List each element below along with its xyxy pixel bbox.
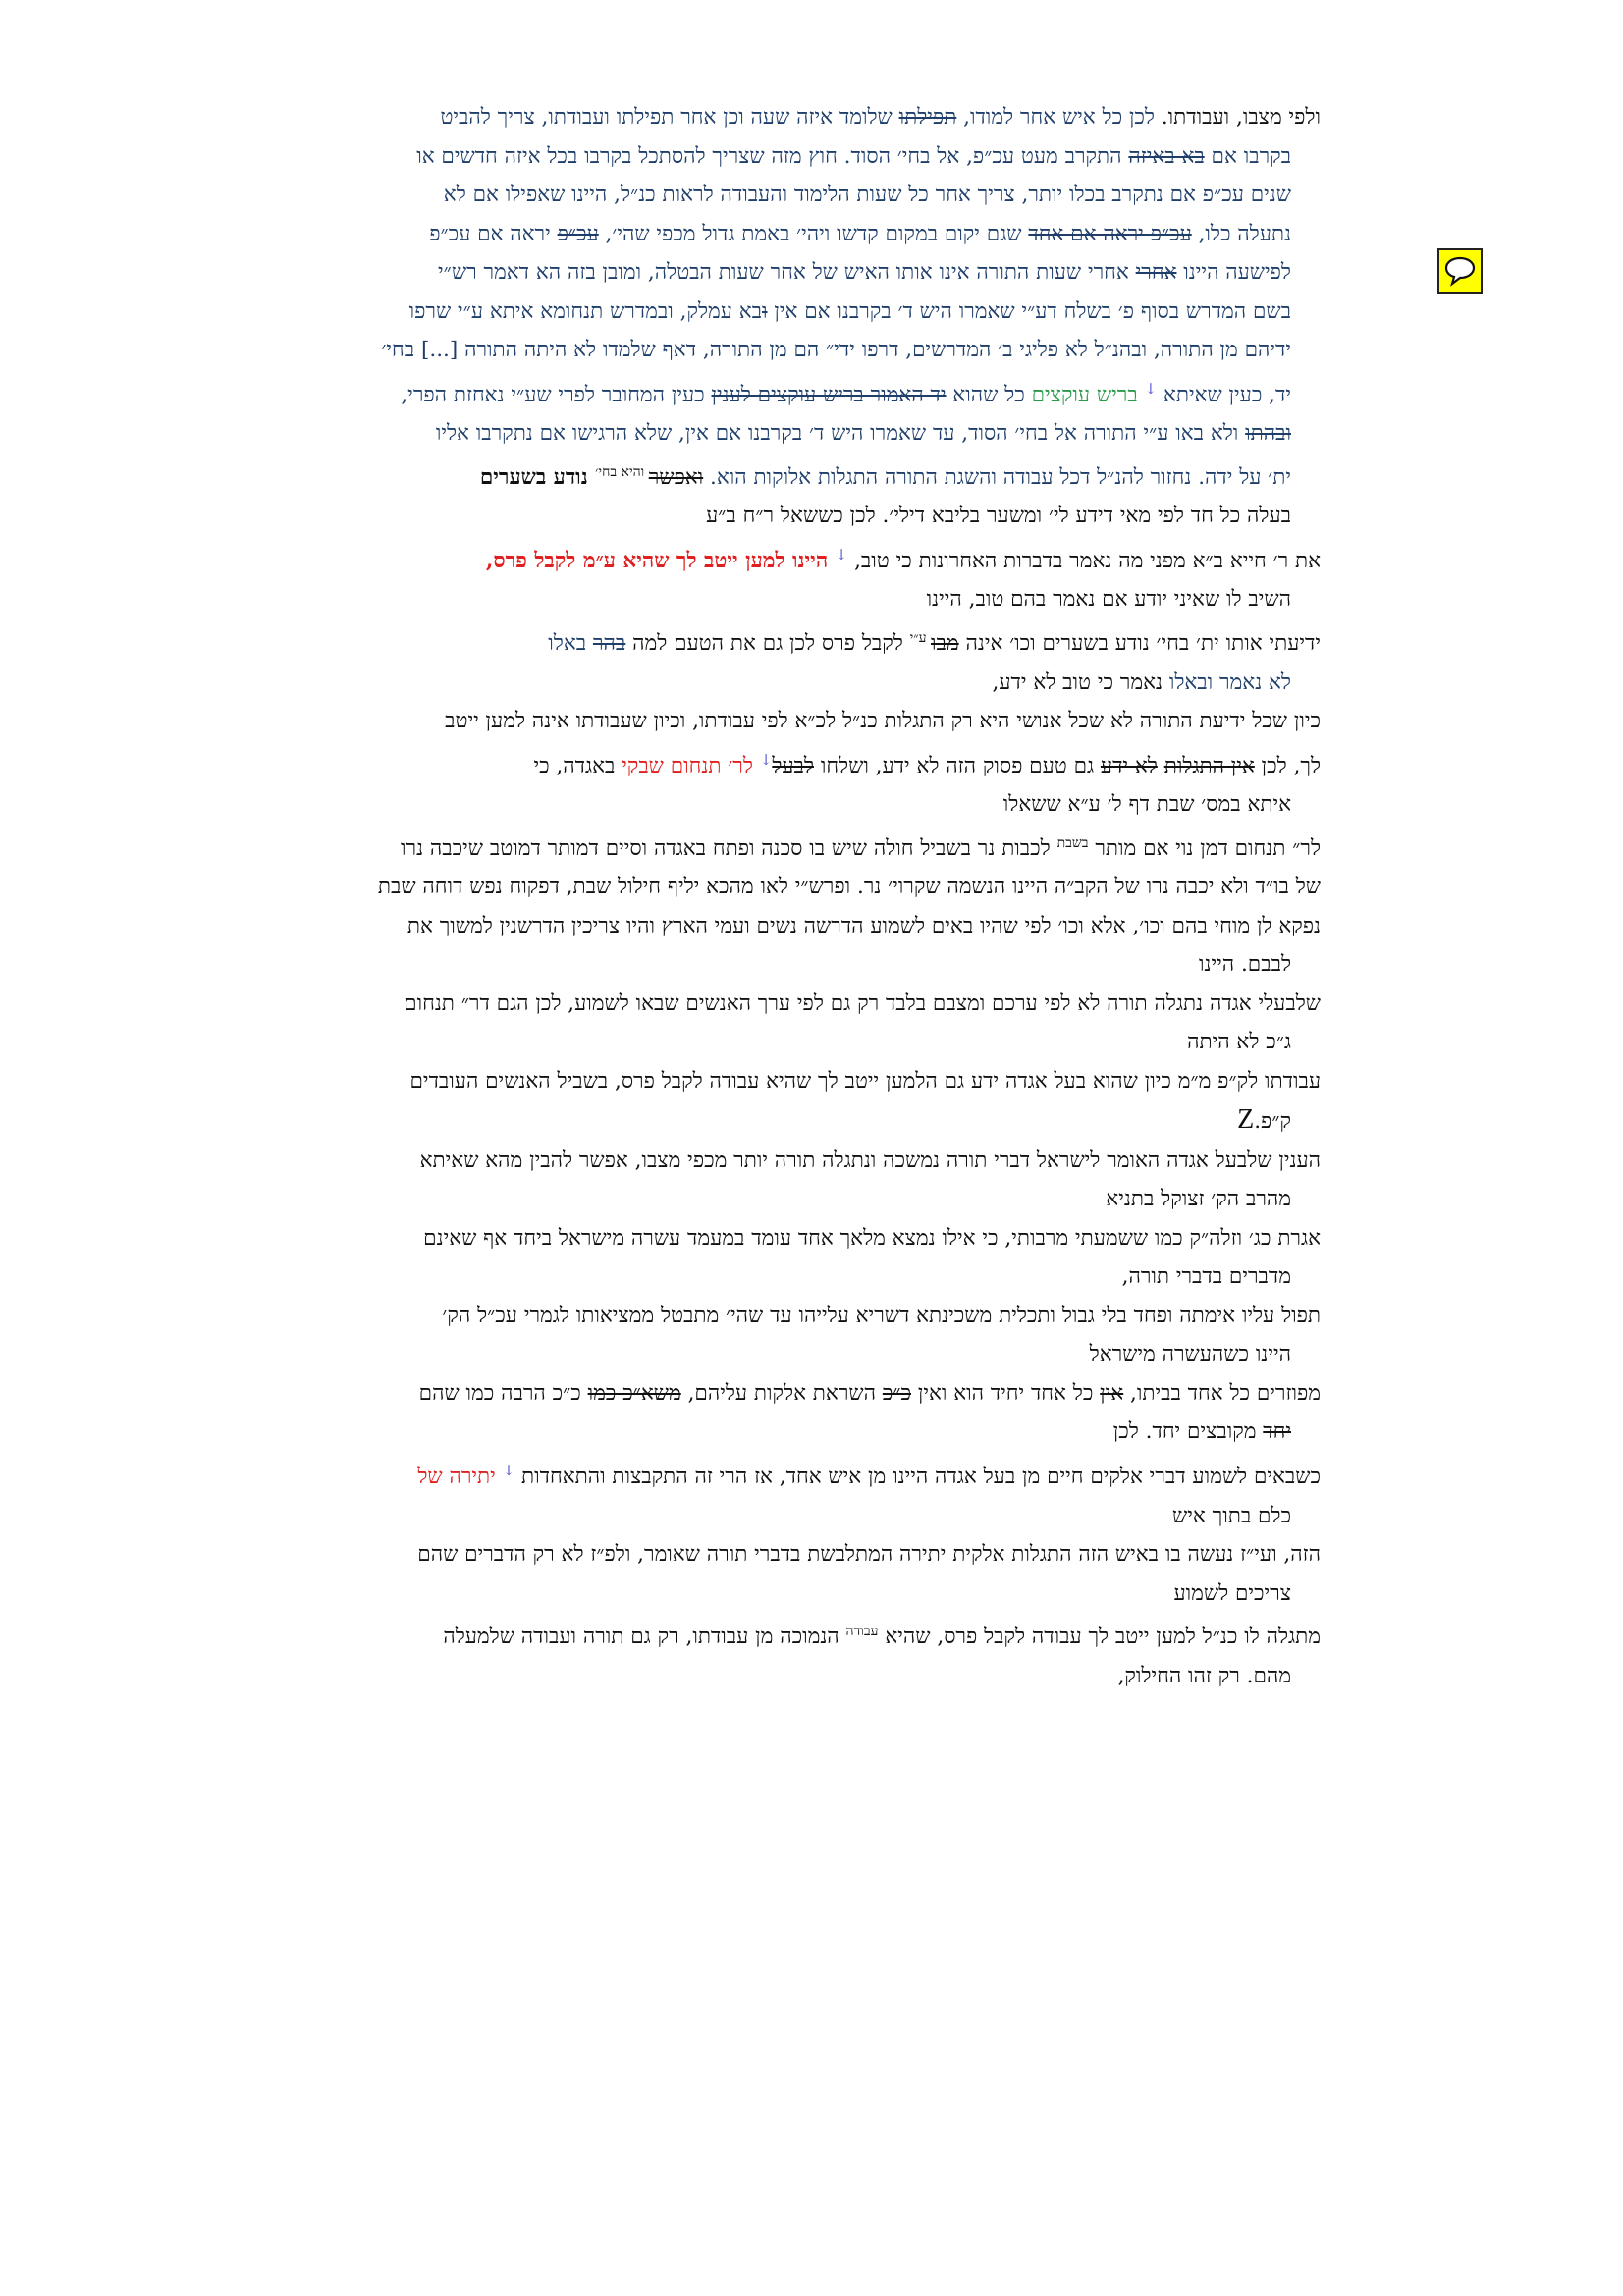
text-run: היינו למען ייטב לך שהיא ע״מ לקבל פרס,: [485, 548, 836, 573]
text-line: [319, 331, 1321, 370]
struck-text: כ״כ: [882, 1380, 911, 1406]
text-run: באגדה, כי: [533, 753, 622, 778]
text-run: בעלה כל חד לפי מאי דידע לי׳ ומשער בליבא דילי׳. לכן כששאל ר״ח ב״ע: [706, 504, 1291, 529]
text-run: אגרת כג׳ וזלה״ק כמו ששמעתי מרבותי, כי אילו נמצא מלאך אחד עומד במעמד עשרה מישראל ביחד אף שאינם: [423, 1225, 1321, 1251]
text-run: Z: [1237, 1104, 1255, 1136]
text-run: מהם. רק זהו החילוק,: [1117, 1663, 1291, 1688]
text-run: כל שהוא: [946, 382, 1032, 407]
struck-text: אין: [1100, 1380, 1124, 1406]
text-run: נתעלה כלו,: [1191, 221, 1291, 246]
struck-text: ואפשר: [648, 464, 704, 490]
text-run: צריכים לשמוע: [1173, 1580, 1291, 1606]
text-line: [319, 176, 1321, 215]
text-line: [319, 985, 1321, 1024]
text-run: נחזור להנ״ל דכל עבודה והשגת התורה התגלות אלוקות הוא.: [703, 464, 1192, 490]
text-line: [319, 1257, 1321, 1297]
text-run: לפישעה היינו: [1176, 260, 1291, 285]
struck-text: אין התגלות: [1163, 753, 1255, 778]
text-run: ק״פ.: [1254, 1109, 1291, 1135]
text-line: [319, 1219, 1321, 1258]
text-run: התקרב מעט עכ״פ, אל בחי׳ הסוד. חוץ מזה שצריך להסתכל בקרבו בכל איזה חדשים או: [416, 143, 1129, 169]
text-run: כל אחד יחיד הוא ואין: [911, 1380, 1101, 1406]
text-line: [319, 1657, 1321, 1696]
text-line: [319, 1297, 1321, 1336]
text-run: בשם המדרש בסוף פ׳ בשלח דע״י שאמרו היש ד׳ בקרבנו אם אין: [767, 298, 1291, 324]
text-line: [319, 907, 1321, 946]
struck-text: לא ידע: [1100, 753, 1158, 778]
struck-text: בהר: [592, 631, 626, 657]
text-line: [319, 1497, 1321, 1536]
text-run: שגם יקום במקום קדשו ויהי׳ באמת גדול מכפי שהי׳,: [598, 221, 1029, 246]
text-line: [319, 1413, 1321, 1452]
text-run: בא עמלק, ובמדרש תנחומא איתא ע״י שרפו: [408, 298, 763, 324]
text-run: גם טעם פסוק הזה לא ידע, ושלחו: [813, 753, 1101, 778]
insert-arrow-icon: ↓: [835, 545, 848, 563]
struck-text: עכ״פ יראה אם אחד: [1028, 221, 1192, 246]
text-run: ולא באו ע״י התורה אל בחי׳ הסוד, עד שאמרו היש ד׳ בקרבנו אם אין, שלא הרגישו אם נתקרבו אליו: [435, 421, 1246, 447]
text-run: לר׳: [721, 753, 760, 778]
text-run: שלומד איזה שעה וכן אחר תפילתו ועבודתו, צריך להביט: [440, 105, 899, 130]
text-run: תפול עליו אימתה ופחד בלי גבול ותכלית משכינתא דשריא עלייהו עד שהי׳ מתבטל ממציאותו לגמרי עכ״ל הק׳: [442, 1303, 1321, 1328]
text-line: [319, 741, 1321, 786]
text-line: [319, 1452, 1321, 1497]
text-run: ידיעתי אותו ית׳ בחי׳ נודע בשערים וכו׳ אינה: [958, 631, 1321, 657]
text-run: תנחום שבקי: [622, 753, 722, 778]
struck-text: לבעל: [772, 753, 814, 778]
text-line: [319, 702, 1321, 741]
text-run: לך, לכן: [1254, 753, 1321, 778]
text-line: [319, 785, 1321, 825]
text-run: כלם בתוך איש: [1172, 1503, 1291, 1528]
comment-icon[interactable]: [1437, 248, 1483, 294]
text-run: מפוזרים כל אחד בביתו,: [1123, 1380, 1321, 1406]
text-line: [319, 1613, 1321, 1657]
text-line: [319, 1100, 1321, 1142]
struck-text: אחרי: [1135, 260, 1177, 285]
insert-arrow-icon: ↓: [502, 1461, 515, 1479]
text-line: [319, 454, 1321, 498]
text-line: [319, 1142, 1321, 1181]
text-line: [319, 945, 1321, 985]
text-run: השיב לו שאיני יודע אם נאמר בהם טוב, היינו: [926, 587, 1291, 613]
text-line: [319, 370, 1321, 415]
struck-text: משא״כ כמו: [587, 1380, 681, 1406]
text-line: [319, 497, 1321, 536]
text-run: כ״כ הרבה כמו שהם: [418, 1380, 588, 1406]
text-line: [319, 825, 1321, 869]
text-run: איתא במס׳ שבת דף ל׳ ע״א ששאלו: [1002, 792, 1291, 818]
text-line: [319, 1535, 1321, 1575]
text-line: [319, 253, 1321, 293]
text-run: עבודתו לק״פ מ״מ כיון שהוא בעל אגדה ידע גם הלמען ייטב לך שהיא עבודה לקבל פרס, בשביל האנשים העובדים: [409, 1068, 1321, 1094]
text-run: ידיהם מן התורה, ובהנ״ל לא פליגי ב׳ המדרשים, דרפו ידי״ הם מן התורה, דאף שלמדו לא היתה התורה: [458, 338, 1291, 362]
text-run: הזה, ועי״ז נעשה בו באיש הזה התגלות אלקית יתירה המתלבשת בדברי תורה שאומר, ולפ״ז לא רק הדברים שהם: [417, 1542, 1321, 1568]
inserted-superscript: עבודה: [845, 1624, 879, 1640]
text-line: [319, 1374, 1321, 1414]
text-line: [319, 293, 1321, 332]
text-line: [319, 1575, 1321, 1614]
text-run: שלבעלי אגדה נתגלה תורה לא לפי ערכם ומצבם בלבד רק גם לפי ערך האנשים שבאו לשמוע, לכן הגם דר״ תנחום: [404, 990, 1321, 1016]
struck-text: בא באיזה: [1128, 143, 1205, 169]
speech-bubble-icon: [1443, 255, 1477, 287]
inserted-superscript: והיא בחי׳: [595, 463, 649, 480]
text-line: [319, 1062, 1321, 1101]
text-run: נפקא לן מוחי בהם וכו׳, אלא וכו׳ לפי שהיו באים לשמוע הדרשה נשים ועמי הארץ והיו צריכין הדרשנין למשוך את: [406, 913, 1321, 938]
text-run: מקובצים יחד. לכן: [1112, 1419, 1264, 1445]
text-run: את ר׳ חייא ב״א מפני מה נאמר בדברות האחרונות כי טוב,: [847, 548, 1321, 573]
text-line: [319, 619, 1321, 664]
text-run: [...] בחי׳: [381, 338, 459, 362]
text-run: ולפי מצבו, ועבודתו.: [1155, 105, 1321, 130]
text-line: [319, 137, 1321, 177]
text-line: [319, 664, 1321, 703]
text-run: אחרי שעות התורה אינו אותו האיש של אחר שעות הבטלה, ומובן בזה הא דאמר רש״י: [438, 260, 1136, 285]
text-line: [319, 868, 1321, 907]
text-line: [319, 580, 1321, 619]
text-run: הענין שלבעל אגדה האומר לישראל דברי תורה נמשכה ונתגלה תורה יותר מכפי מצבו, אפשר להבין מהא שאיתא: [419, 1148, 1321, 1173]
struck-text: ו: [762, 298, 768, 324]
text-line: [319, 98, 1321, 137]
text-run: לא נאמר ובאלו: [1168, 669, 1291, 695]
text-line: [319, 414, 1321, 454]
text-run: הנמוכה מן עבודתו, רק גם תורה ועבודה שלמעלה: [443, 1625, 846, 1650]
inserted-superscript: בשבת: [1056, 834, 1089, 851]
text-line: [319, 1180, 1321, 1219]
text-run: לבבם. היינו: [1199, 952, 1291, 978]
insert-arrow-icon: ↓: [1144, 379, 1158, 398]
text-run: של בו״ד ולא יכבה נרו של הקב״ה היינו הנשמה שקרוי׳ נר. ופרש״י לאו מהכא יליף חילול שבת, דפקוח נפש דוחה שבת: [377, 875, 1321, 900]
text-line: [319, 536, 1321, 581]
text-run: לכן כל איש אחר למודו,: [956, 105, 1155, 130]
text-run: יד, כעין שאיתא: [1157, 382, 1291, 407]
text-run: ג״כ לא היתה: [1187, 1030, 1291, 1055]
text-run: כיון שכל ידיעת התורה לא שכל אנושי היא רק התגלות כנ״ל לכ״א לפי עבודתו, וכיון שעבודתו אינה למען ייטב: [445, 709, 1321, 734]
text-line: [319, 1023, 1321, 1062]
text-run: באלו: [548, 631, 593, 657]
text-run: לכבות נר בשביל חולה שיש בו סכנה ופתח באגדה וסיים דמותר דמוטב שיכבה נרו: [401, 835, 1057, 861]
struck-text: יחד: [1263, 1419, 1291, 1445]
text-run: [1158, 754, 1164, 778]
text-run: מהרב הק׳ זצוקל בתניא: [1106, 1187, 1291, 1212]
text-run: כעין המחובר לפרי שע״י נאחזת הפרי,: [401, 382, 712, 407]
text-run: היינו כשהעשרה מישראל: [1089, 1342, 1291, 1367]
text-run: נודע בשערים: [479, 464, 596, 490]
struck-text: יד האמור בריש עוקצים לענין: [711, 382, 947, 407]
text-run: יראה אם עכ״פ: [429, 221, 558, 246]
struck-text: עכ״פ: [557, 221, 599, 246]
text-run: ית׳ על ידה.: [1191, 464, 1291, 490]
insert-arrow-icon: ↓: [759, 750, 773, 769]
text-run: לקבל פרס לכן גם את הטעם למה: [625, 631, 910, 657]
struck-text: ובהתו: [1245, 421, 1291, 447]
inserted-superscript: ע״י: [909, 629, 932, 646]
text-run: כשבאים לשמוע דברי אלקים חיים מן בעל אגדה היינו מן איש אחד, אז הרי זה התקבצות והתאחדות: [514, 1465, 1321, 1490]
text-line: [319, 1335, 1321, 1374]
text-run: מתגלה לו כנ״ל למען ייטב לך עבודה לקבל פרס, שהיא: [878, 1625, 1321, 1650]
document-text: [319, 98, 1321, 1695]
text-run: בקרבו אם: [1204, 143, 1291, 169]
text-run: בריש עוקצים: [1031, 382, 1145, 407]
struck-text: מבו: [931, 631, 959, 657]
text-run: לר״ תנחום דמן נוי אם מותר: [1088, 835, 1321, 861]
text-line: [319, 215, 1321, 254]
text-run: יתירה של: [417, 1465, 503, 1490]
text-run: שנים עכ״פ אם נתקרב בכלו יותר, צריך אחר כל שעות הלימוד והעבודה לראות כנ״ל, היינו שאפילו אם לא: [443, 183, 1291, 207]
text-run: השראת אלקות עליהם,: [680, 1380, 883, 1406]
text-run: מדברים בדברי תורה,: [1121, 1264, 1291, 1290]
struck-text: תפילתו: [898, 105, 957, 130]
text-run: נאמר כי טוב לא ידע,: [992, 669, 1169, 695]
